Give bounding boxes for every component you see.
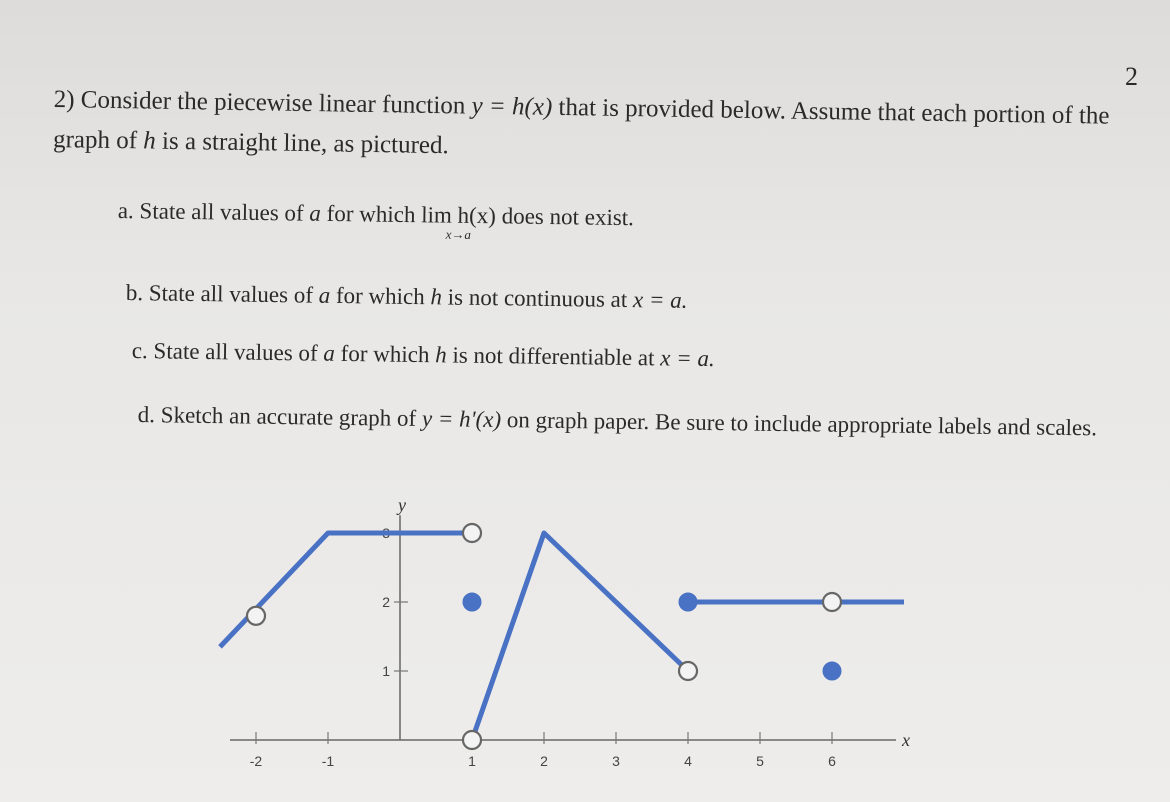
graph-segment-1 bbox=[220, 533, 472, 647]
part-c bbox=[132, 338, 715, 372]
part-d-lead: d. Sketch an accurate graph of bbox=[137, 401, 423, 431]
problem-tail-2: is a straight line, as pictured. bbox=[155, 127, 449, 160]
problem-tail: that is provided below. Assume that each portion of the graph of bbox=[52, 93, 1110, 155]
part-a-mid: for which bbox=[320, 200, 422, 228]
function-expression: y = h(x) bbox=[471, 92, 553, 121]
part-a-var: a bbox=[309, 200, 322, 226]
part-b-tail: is not continuous at bbox=[441, 284, 634, 313]
problem-statement bbox=[53, 80, 1134, 177]
part-b bbox=[126, 280, 688, 314]
limit-text: lim h(x) bbox=[421, 202, 497, 229]
y-axis-title: y bbox=[398, 495, 406, 516]
open-point bbox=[463, 524, 481, 542]
graph-segment-2 bbox=[472, 533, 688, 740]
x-tick-label: 6 bbox=[828, 753, 836, 769]
part-d-tail: on graph paper. Be sure to include appropriate labels and scales. bbox=[500, 407, 1098, 441]
page-number: 2 bbox=[1125, 62, 1138, 91]
part-b-condition: x = a. bbox=[632, 287, 688, 313]
open-point bbox=[823, 593, 841, 611]
part-c-condition: x = a. bbox=[660, 345, 715, 372]
part-a bbox=[117, 198, 635, 242]
graph-svg bbox=[180, 468, 910, 798]
part-c-h: h bbox=[435, 342, 447, 368]
function-name: h bbox=[143, 127, 157, 155]
x-tick-label: 1 bbox=[468, 753, 476, 769]
part-b-lead: b. State all values of bbox=[125, 280, 319, 308]
tick-marks bbox=[250, 525, 836, 769]
y-tick-label: 2 bbox=[382, 594, 390, 610]
piecewise-graph bbox=[180, 468, 910, 798]
x-tick-label: 3 bbox=[612, 753, 620, 769]
part-d bbox=[138, 398, 1098, 445]
derivative-expression: y = h'(x) bbox=[421, 405, 502, 433]
x-tick-label: 4 bbox=[684, 753, 692, 769]
graph-points bbox=[247, 524, 841, 749]
open-point bbox=[463, 731, 481, 749]
part-c-var: a bbox=[323, 340, 336, 366]
x-tick-label: -1 bbox=[321, 753, 335, 769]
limit-expression bbox=[421, 202, 497, 242]
part-c-mid: for which bbox=[334, 340, 436, 368]
part-b-h: h bbox=[430, 284, 443, 310]
filled-point bbox=[679, 593, 697, 611]
open-point bbox=[247, 607, 265, 625]
part-b-var: a bbox=[318, 282, 331, 308]
filled-point bbox=[463, 593, 481, 611]
part-b-mid: for which bbox=[330, 282, 431, 310]
part-c-lead: c. State all values of bbox=[131, 338, 324, 366]
filled-point bbox=[823, 662, 841, 680]
x-tick-label: 2 bbox=[540, 753, 548, 769]
part-c-tail: is not differentiable at bbox=[446, 342, 661, 371]
problem-lead: 2) Consider the piecewise linear function bbox=[53, 85, 472, 120]
part-a-tail: does not exist. bbox=[501, 203, 635, 231]
graph-segments bbox=[220, 533, 904, 740]
part-a-lead: a. State all values of bbox=[117, 198, 310, 226]
limit-subscript: x→a bbox=[445, 226, 472, 242]
open-point bbox=[679, 662, 697, 680]
x-axis-title: x bbox=[902, 730, 910, 750]
x-tick-label: 5 bbox=[756, 753, 764, 769]
y-tick-label: 1 bbox=[382, 663, 390, 679]
y-tick-label: 3 bbox=[382, 525, 390, 541]
x-tick-label: -2 bbox=[249, 753, 263, 769]
